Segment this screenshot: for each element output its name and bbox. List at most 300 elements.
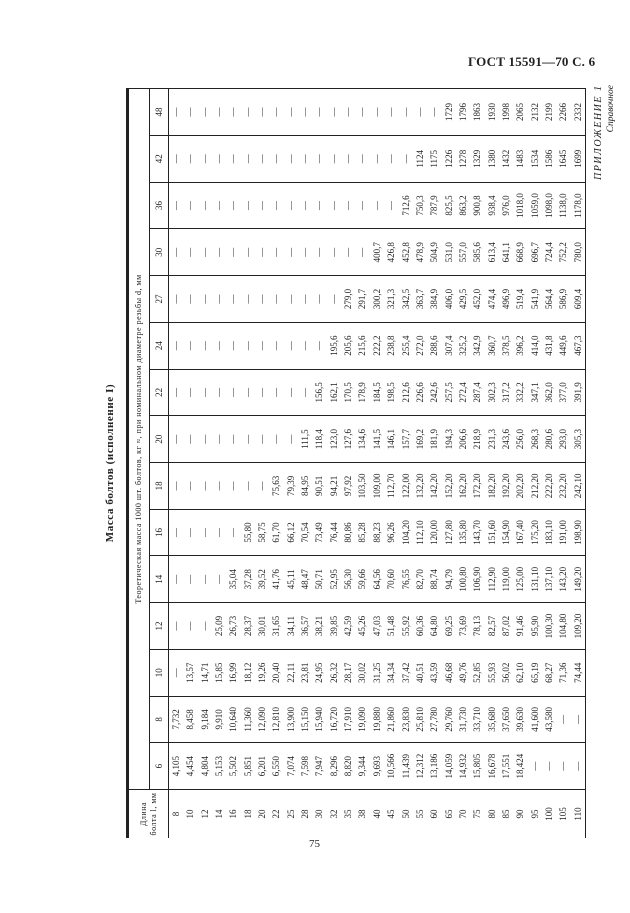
- mass-cell: 22,11: [284, 649, 298, 696]
- table-row: [284, 89, 298, 839]
- table-header-row: [128, 89, 150, 839]
- mass-cell: 2332: [571, 89, 586, 136]
- mass-cell: 70,60: [384, 556, 398, 603]
- mass-cell: 35,04: [226, 556, 240, 603]
- mass-cell: 293,0: [556, 416, 570, 463]
- mass-cell: —: [355, 89, 369, 136]
- mass-cell: 21,860: [384, 696, 398, 743]
- table-row: [499, 89, 513, 839]
- mass-cell: 80,86: [341, 509, 355, 556]
- bolt-mass-table-block: [104, 88, 583, 838]
- mass-cell: —: [226, 322, 240, 369]
- mass-cell: 13,186: [427, 743, 441, 790]
- mass-cell: 181,9: [427, 416, 441, 463]
- mass-cell: 11,360: [241, 696, 255, 743]
- mass-cell: 45,11: [284, 556, 298, 603]
- mass-cell: 342,5: [399, 276, 413, 323]
- mass-cell: —: [198, 556, 212, 603]
- mass-cell: 75,63: [269, 462, 283, 509]
- mass-cell: 167,40: [513, 509, 527, 556]
- mass-cell: 585,6: [470, 229, 484, 276]
- mass-cell: 14,059: [442, 743, 456, 790]
- mass-cell: —: [327, 182, 341, 229]
- table-row: [470, 89, 484, 839]
- mass-cell: 61,70: [269, 509, 283, 556]
- mass-cell: 104,20: [399, 509, 413, 556]
- mass-cell: 900,8: [470, 182, 484, 229]
- mass-cell: 46,68: [442, 649, 456, 696]
- mass-cell: 9,693: [370, 743, 384, 790]
- mass-cell: —: [269, 135, 283, 182]
- mass-cell: 1699: [571, 135, 586, 182]
- mass-cell: —: [255, 322, 269, 369]
- mass-cell: 100,30: [542, 603, 556, 650]
- length-cell: 32: [327, 790, 341, 839]
- mass-cell: —: [341, 135, 355, 182]
- mass-cell: —: [341, 182, 355, 229]
- mass-cell: 257,5: [442, 369, 456, 416]
- mass-cell: —: [355, 182, 369, 229]
- mass-cell: 131,10: [528, 556, 542, 603]
- mass-cell: 26,73: [226, 603, 240, 650]
- mass-cell: —: [169, 322, 184, 369]
- mass-cell: 94,79: [442, 556, 456, 603]
- mass-cell: 7,074: [284, 743, 298, 790]
- mass-cell: 243,6: [499, 416, 513, 463]
- mass-cell: —: [169, 89, 184, 136]
- length-cell: 65: [442, 790, 456, 839]
- mass-cell: 170,5: [341, 369, 355, 416]
- mass-cell: 478,9: [413, 229, 427, 276]
- mass-cell: —: [556, 743, 570, 790]
- appendix-title: ПРИЛОЖЕНИЕ 1: [593, 84, 604, 180]
- mass-cell: —: [241, 462, 255, 509]
- mass-cell: —: [241, 182, 255, 229]
- mass-cell: 307,4: [442, 322, 456, 369]
- mass-cell: 135,80: [456, 509, 470, 556]
- mass-cell: 119,00: [499, 556, 513, 603]
- mass-cell: 178,9: [355, 369, 369, 416]
- mass-cell: —: [355, 135, 369, 182]
- mass-cell: —: [255, 462, 269, 509]
- mass-cell: 496,9: [499, 276, 513, 323]
- mass-cell: 111,5: [298, 416, 312, 463]
- mass-cell: 51,48: [384, 603, 398, 650]
- mass-cell: 36,57: [298, 603, 312, 650]
- mass-cell: —: [327, 89, 341, 136]
- mass-cell: 609,4: [571, 276, 586, 323]
- table-row: [241, 89, 255, 839]
- mass-cell: 360,7: [485, 322, 499, 369]
- mass-cell: 106,90: [470, 556, 484, 603]
- mass-cell: 198,5: [384, 369, 398, 416]
- mass-cell: —: [183, 556, 197, 603]
- mass-cell: 2132: [528, 89, 542, 136]
- mass-cell: 17,910: [341, 696, 355, 743]
- mass-cell: —: [169, 229, 184, 276]
- mass-cell: 12,810: [269, 696, 283, 743]
- length-cell: 45: [384, 790, 398, 839]
- mass-cell: 33,710: [470, 696, 484, 743]
- table-row: [413, 89, 427, 839]
- mass-cell: 300,2: [370, 276, 384, 323]
- mass-cell: 52,95: [327, 556, 341, 603]
- mass-cell: —: [212, 89, 226, 136]
- mass-cell: —: [198, 276, 212, 323]
- mass-cell: 504,9: [427, 229, 441, 276]
- mass-cell: 938,4: [485, 182, 499, 229]
- mass-cell: —: [183, 416, 197, 463]
- length-cell: 75: [470, 790, 484, 839]
- mass-cell: 863,2: [456, 182, 470, 229]
- mass-cell: 377,0: [556, 369, 570, 416]
- length-header: Длина болта l, мм: [128, 790, 169, 839]
- mass-cell: 242,10: [571, 462, 586, 509]
- mass-cell: 9,344: [355, 743, 369, 790]
- mass-cell: 10,640: [226, 696, 240, 743]
- mass-cell: —: [284, 182, 298, 229]
- table-row: [312, 89, 326, 839]
- mass-cell: 13,900: [284, 696, 298, 743]
- mass-cell: 71,36: [556, 649, 570, 696]
- mass-cell: —: [413, 89, 427, 136]
- mass-cell: 752,2: [556, 229, 570, 276]
- length-cell: 95: [528, 790, 542, 839]
- mass-cell: 668,9: [513, 229, 527, 276]
- mass-cell: —: [198, 135, 212, 182]
- mass-cell: 696,7: [528, 229, 542, 276]
- mass-cell: 7,598: [298, 743, 312, 790]
- length-cell: 80: [485, 790, 499, 839]
- mass-cell: 152,20: [442, 462, 456, 509]
- mass-cell: 112,70: [384, 462, 398, 509]
- mass-cell: 1796: [456, 89, 470, 136]
- diameter-header-42: 42: [150, 135, 169, 182]
- length-cell: 110: [571, 790, 586, 839]
- diameter-header-18: 18: [150, 462, 169, 509]
- mass-cell: 332,2: [513, 369, 527, 416]
- mass-cell: —: [226, 416, 240, 463]
- mass-cell: 59,66: [355, 556, 369, 603]
- appendix-label: [592, 85, 617, 180]
- mass-cell: —: [269, 89, 283, 136]
- mass-cell: —: [298, 135, 312, 182]
- mass-cell: —: [212, 369, 226, 416]
- mass-cell: 78,13: [470, 603, 484, 650]
- mass-cell: —: [226, 462, 240, 509]
- length-cell: 38: [355, 790, 369, 839]
- mass-cell: —: [255, 229, 269, 276]
- diameter-header-16: 16: [150, 509, 169, 556]
- mass-cell: 15,85: [212, 649, 226, 696]
- mass-cell: 414,0: [528, 322, 542, 369]
- mass-cell: —: [169, 276, 184, 323]
- mass-cell: 1278: [456, 135, 470, 182]
- mass-cell: 279,0: [341, 276, 355, 323]
- mass-cell: 255,4: [399, 322, 413, 369]
- mass-cell: 4,105: [169, 743, 184, 790]
- mass-cell: —: [312, 135, 326, 182]
- mass-cell: 66,12: [284, 509, 298, 556]
- mass-cell: 40,51: [413, 649, 427, 696]
- mass-cell: 391,9: [571, 369, 586, 416]
- mass-cell: 73,69: [456, 603, 470, 650]
- mass-cell: —: [255, 416, 269, 463]
- mass-cell: 85,28: [355, 509, 369, 556]
- mass-cell: 4,454: [183, 743, 197, 790]
- mass-cell: 125,00: [513, 556, 527, 603]
- mass-cell: —: [571, 743, 586, 790]
- mass-cell: 45,26: [355, 603, 369, 650]
- mass-cell: 1998: [499, 89, 513, 136]
- mass-cell: —: [269, 369, 283, 416]
- mass-cell: 9,910: [212, 696, 226, 743]
- mass-cell: 16,678: [485, 743, 499, 790]
- mass-cell: —: [183, 135, 197, 182]
- mass-cell: 43,580: [542, 696, 556, 743]
- mass-cell: —: [298, 182, 312, 229]
- mass-cell: —: [241, 369, 255, 416]
- mass-cell: 41,76: [269, 556, 283, 603]
- table-row: [355, 89, 369, 839]
- mass-cell: —: [226, 509, 240, 556]
- mass-cell: —: [341, 89, 355, 136]
- mass-cell: —: [169, 135, 184, 182]
- mass-cell: 7,732: [169, 696, 184, 743]
- mass-cell: —: [255, 276, 269, 323]
- length-cell: 16: [226, 790, 240, 839]
- length-cell: 90: [513, 790, 527, 839]
- mass-cell: 25,09: [212, 603, 226, 650]
- mass-cell: 1226: [442, 135, 456, 182]
- mass-cell: 79,39: [284, 462, 298, 509]
- mass-cell: —: [169, 649, 184, 696]
- mass-cell: 1329: [470, 135, 484, 182]
- mass-cell: 64,56: [370, 556, 384, 603]
- mass-cell: 149,20: [571, 556, 586, 603]
- length-cell: 60: [427, 790, 441, 839]
- mass-cell: 19,26: [255, 649, 269, 696]
- mass-cell: 34,34: [384, 649, 398, 696]
- mass-cell: 56,02: [499, 649, 513, 696]
- table-row: [198, 89, 212, 839]
- mass-cell: 202,20: [513, 462, 527, 509]
- mass-cell: 55,80: [241, 509, 255, 556]
- mass-cell: —: [212, 276, 226, 323]
- mass-cell: 780,0: [571, 229, 586, 276]
- mass-cell: 15,150: [298, 696, 312, 743]
- mass-cell: 76,44: [327, 509, 341, 556]
- mass-cell: 151,60: [485, 509, 499, 556]
- table-row: [341, 89, 355, 839]
- mass-cell: —: [226, 135, 240, 182]
- mass-cell: 641,1: [499, 229, 513, 276]
- mass-cell: 712,6: [399, 182, 413, 229]
- mass-cell: —: [212, 556, 226, 603]
- appendix-note: Справочное: [606, 85, 616, 133]
- mass-cell: 212,6: [399, 369, 413, 416]
- table-row: [542, 89, 556, 839]
- mass-cell: 2266: [556, 89, 570, 136]
- length-cell: 18: [241, 790, 255, 839]
- table-row: [212, 89, 226, 839]
- mass-cell: —: [198, 509, 212, 556]
- mass-cell: 184,5: [370, 369, 384, 416]
- mass-cell: —: [269, 229, 283, 276]
- diameter-header-14: 14: [150, 556, 169, 603]
- mass-cell: —: [427, 89, 441, 136]
- mass-cell: 76,55: [399, 556, 413, 603]
- table-row: [370, 89, 384, 839]
- table-row: [442, 89, 456, 839]
- mass-cell: 1178,0: [571, 182, 586, 229]
- diameter-header-36: 36: [150, 182, 169, 229]
- mass-cell: 31,730: [456, 696, 470, 743]
- mass-cell: 750,3: [413, 182, 427, 229]
- diameter-header-24: 24: [150, 322, 169, 369]
- mass-cell: 16,720: [327, 696, 341, 743]
- mass-cell: 39,85: [327, 603, 341, 650]
- table-row: [456, 89, 470, 839]
- mass-cell: 162,1: [327, 369, 341, 416]
- mass-cell: 1175: [427, 135, 441, 182]
- mass-cell: 87,02: [499, 603, 513, 650]
- mass-cell: 1586: [542, 135, 556, 182]
- mass-cell: 205,6: [341, 322, 355, 369]
- mass-cell: 154,90: [499, 509, 513, 556]
- mass-cell: 280,6: [542, 416, 556, 463]
- mass-cell: —: [169, 182, 184, 229]
- mass-cell: 406,0: [442, 276, 456, 323]
- mass-cell: 183,10: [542, 509, 556, 556]
- mass-cell: 88,23: [370, 509, 384, 556]
- mass-cell: 60,36: [413, 603, 427, 650]
- mass-cell: 232,20: [556, 462, 570, 509]
- mass-cell: 1098,0: [542, 182, 556, 229]
- mass-cell: 291,7: [355, 276, 369, 323]
- mass-cell: 1729: [442, 89, 456, 136]
- mass-cell: 120,00: [427, 509, 441, 556]
- mass-cell: 37,28: [241, 556, 255, 603]
- mass-cell: —: [169, 556, 184, 603]
- length-cell: 85: [499, 790, 513, 839]
- mass-cell: 400,7: [370, 229, 384, 276]
- mass-cell: 13,57: [183, 649, 197, 696]
- mass-cell: —: [384, 89, 398, 136]
- mass-cell: 112,10: [413, 509, 427, 556]
- mass-cell: 43,59: [427, 649, 441, 696]
- mass-cell: —: [269, 322, 283, 369]
- length-cell: 14: [212, 790, 226, 839]
- mass-cell: —: [341, 229, 355, 276]
- mass-cell: 122,00: [399, 462, 413, 509]
- mass-cell: 23,81: [298, 649, 312, 696]
- group-header: Теоретическая масса 1000 шт. болтов, кг ≈, при номинальном диаметре резьбы d, мм: [128, 89, 150, 790]
- mass-cell: 73,49: [312, 509, 326, 556]
- mass-cell: 212,20: [528, 462, 542, 509]
- mass-cell: 272,0: [413, 322, 427, 369]
- mass-cell: —: [298, 229, 312, 276]
- mass-cell: 302,3: [485, 369, 499, 416]
- mass-cell: —: [169, 369, 184, 416]
- mass-cell: —: [198, 89, 212, 136]
- mass-cell: 35,680: [485, 696, 499, 743]
- mass-cell: 1124: [413, 135, 427, 182]
- mass-cell: 541,9: [528, 276, 542, 323]
- mass-cell: 396,2: [513, 322, 527, 369]
- mass-cell: 19,880: [370, 696, 384, 743]
- mass-cell: 48,47: [298, 556, 312, 603]
- mass-cell: —: [327, 229, 341, 276]
- mass-cell: 84,95: [298, 462, 312, 509]
- mass-cell: —: [528, 743, 542, 790]
- mass-cell: —: [183, 509, 197, 556]
- mass-cell: 69,25: [442, 603, 456, 650]
- mass-cell: —: [212, 135, 226, 182]
- mass-cell: 256,0: [513, 416, 527, 463]
- mass-cell: —: [284, 89, 298, 136]
- table-row: [327, 89, 341, 839]
- mass-cell: —: [399, 135, 413, 182]
- mass-cell: —: [571, 696, 586, 743]
- mass-cell: 474,4: [485, 276, 499, 323]
- mass-cell: —: [241, 276, 255, 323]
- mass-cell: 109,20: [571, 603, 586, 650]
- mass-cell: 287,4: [470, 369, 484, 416]
- mass-cell: 50,71: [312, 556, 326, 603]
- mass-cell: 142,20: [427, 462, 441, 509]
- mass-cell: 42,59: [341, 603, 355, 650]
- mass-cell: 109,00: [370, 462, 384, 509]
- mass-cell: —: [384, 182, 398, 229]
- mass-cell: 112,90: [485, 556, 499, 603]
- mass-cell: —: [226, 276, 240, 323]
- mass-cell: 62,10: [513, 649, 527, 696]
- mass-cell: 31,25: [370, 649, 384, 696]
- mass-cell: —: [241, 229, 255, 276]
- mass-cell: 5,153: [212, 743, 226, 790]
- table-row: [255, 89, 269, 839]
- mass-cell: —: [255, 135, 269, 182]
- mass-cell: 1483: [513, 135, 527, 182]
- mass-cell: 127,80: [442, 509, 456, 556]
- mass-cell: 70,54: [298, 509, 312, 556]
- mass-cell: 1645: [556, 135, 570, 182]
- mass-cell: 27,780: [427, 696, 441, 743]
- mass-cell: —: [284, 135, 298, 182]
- mass-cell: 137,10: [542, 556, 556, 603]
- mass-cell: —: [241, 135, 255, 182]
- mass-cell: 1863: [470, 89, 484, 136]
- diameter-header-12: 12: [150, 603, 169, 650]
- mass-cell: 222,2: [370, 322, 384, 369]
- mass-cell: 1432: [499, 135, 513, 182]
- mass-cell: 305,3: [571, 416, 586, 463]
- mass-cell: 16,99: [226, 649, 240, 696]
- mass-cell: —: [198, 603, 212, 650]
- mass-cell: 226,6: [413, 369, 427, 416]
- mass-cell: 321,3: [384, 276, 398, 323]
- mass-cell: —: [312, 89, 326, 136]
- length-cell: 100: [542, 790, 556, 839]
- mass-cell: —: [241, 416, 255, 463]
- mass-cell: 90,51: [312, 462, 326, 509]
- mass-cell: 194,3: [442, 416, 456, 463]
- mass-cell: 586,9: [556, 276, 570, 323]
- mass-cell: —: [212, 182, 226, 229]
- mass-cell: 12,090: [255, 696, 269, 743]
- mass-cell: —: [399, 89, 413, 136]
